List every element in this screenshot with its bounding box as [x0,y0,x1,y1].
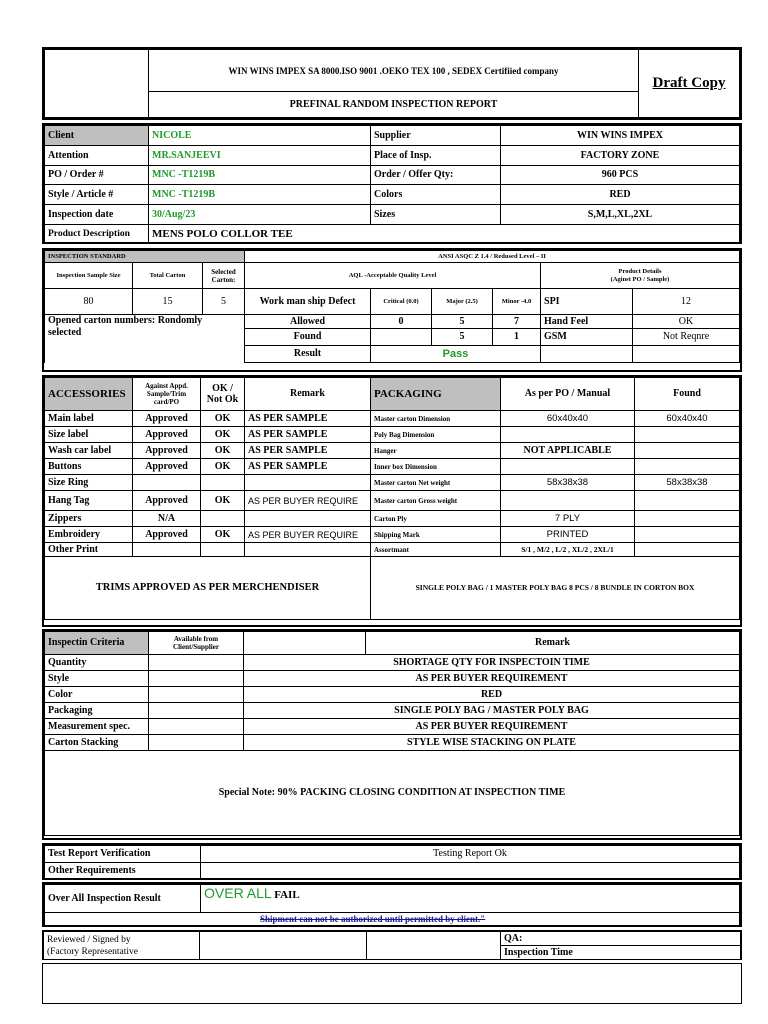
accessory-status: Approved [133,443,201,459]
po-label: PO / Order # [45,166,149,185]
packaging-item-found: 58x38x38 [635,475,740,491]
accessory-status: Approved [133,459,201,475]
packaging-item-po [501,459,635,475]
accessory-ok: OK [201,459,245,475]
criteria-available [149,655,244,671]
selected-carton-value: 5 [203,289,245,315]
packaging-item-po: PRINTED [501,527,635,543]
packaging-item-name: Inner box Dimension [371,459,501,475]
client-label: Client [45,126,149,146]
product-value: MENS POLO COLLOR TEE [149,225,740,243]
result-label: Result [245,346,371,363]
other-requirements-value [201,863,740,879]
criteria-row [45,655,740,671]
colors-label: Colors [371,185,501,205]
selected-carton-label: Selected Carton: [203,263,245,289]
report-header [42,47,742,120]
accessory-name: Size label [45,427,133,443]
accessory-row [45,459,740,475]
accessory-status: N/A [133,511,201,527]
handfeel-label: Hand Feel [541,315,633,329]
gsm-value: Not Reqnre [633,329,740,346]
allowed-minor: 7 [493,315,541,329]
accessory-ok [201,543,245,557]
qa-label: QA: [501,932,741,946]
accessory-row [45,543,740,557]
client-info-section [42,123,742,244]
packaging-item-po [501,427,635,443]
packaging-item-name: Poly Bag Dimension [371,427,501,443]
reviewed-signature [200,932,367,960]
packaging-item-po: S/1 , M/2 , L/2 , XL/2 , 2XL/1 [501,543,635,557]
packaging-found-label: Found [635,378,740,411]
client-value: NICOLE [149,126,371,146]
accessory-remark: AS PER SAMPLE [245,427,371,443]
accessory-status: Approved [133,491,201,511]
accessory-name: Hang Tag [45,491,133,511]
qty-label: Order / Offer Qty: [371,166,501,185]
accessories-remark-label: Remark [245,378,371,411]
company-name: WIN WINS IMPEX SA 8000.ISO 9001 .OEKO TEX 100 , SEDEX Certifiied company [149,50,639,92]
packaging-item-po [501,491,635,511]
accessory-status: Approved [133,411,201,427]
allowed-label: Allowed [245,315,371,329]
footer-box [42,963,742,1004]
accessory-ok: OK [201,443,245,459]
criteria-name: Measurement spec. [45,719,149,735]
style-value: MNC -T1219B [149,185,371,205]
criteria-remark: SHORTAGE QTY FOR INSPECTOIN TIME [244,655,740,671]
criteria-row [45,703,740,719]
criteria-remark: RED [244,687,740,703]
packaging-item-po: NOT APPLICABLE [501,443,635,459]
packaging-item-found [635,511,740,527]
supplier-value: WIN WINS IMPEX [501,126,740,146]
inspection-standard-title: INSPECTION STANDARD [45,251,245,263]
accessories-title: ACCESSORIES [45,378,133,411]
handfeel-value: OK [633,315,740,329]
place-value: FACTORY ZONE [501,146,740,166]
accessory-name: Size Ring [45,475,133,491]
packaging-item-found [635,543,740,557]
accessory-name: Wash car label [45,443,133,459]
accessory-status [133,475,201,491]
criteria-name: Quantity [45,655,149,671]
sample-size-value: 80 [45,289,133,315]
criteria-name: Color [45,687,149,703]
packaging-item-found [635,443,740,459]
po-value: MNC -T1219B [149,166,371,185]
critical-label: Critical (0.0) [371,289,432,315]
sizes-value: S,M,L,XL,2XL [501,205,740,225]
criteria-name: Style [45,671,149,687]
minor-label: Minor -4.0 [493,289,541,315]
criteria-available [149,687,244,703]
criteria-row [45,671,740,687]
test-report-section [42,843,742,880]
criteria-remark: AS PER BUYER REQUIREMENT [244,719,740,735]
shipment-note: Shipment can not be authorized until permitted by client." [45,913,740,926]
packaging-item-name: Assortmant [371,543,501,557]
packaging-item-name: Carton Ply [371,511,501,527]
criteria-row [45,719,740,735]
packaging-item-name: Master carton Gross weight [371,491,501,511]
packaging-po-label: As per PO / Manual [501,378,635,411]
empty-cell [541,346,633,363]
accessory-ok: OK [201,427,245,443]
criteria-remark-label: Remark [366,632,740,655]
test-verification-value: Testing Report Ok [201,846,740,863]
accessory-remark: AS PER SAMPLE [245,411,371,427]
accessory-row [45,511,740,527]
opened-carton-label: Opened carton numbers: Rondomly selected [45,315,245,363]
overall-result-section [42,882,742,927]
accessory-row [45,475,740,491]
criteria-available [149,735,244,751]
inspection-time-label: Inspection Time [501,946,741,960]
accessory-status: Approved [133,527,201,543]
accessory-ok: OK [201,527,245,543]
found-major: 5 [432,329,493,346]
accessory-name: Main label [45,411,133,427]
criteria-row [45,735,740,751]
accessory-remark: AS PER BUYER REQUIRE [245,491,371,511]
attention-label: Attention [45,146,149,166]
overall-result-label: Over All Inspection Result [45,885,201,913]
found-minor: 1 [493,329,541,346]
packaging-item-found: 60x40x40 [635,411,740,427]
accessory-ok [201,511,245,527]
found-critical [371,329,432,346]
criteria-available [149,703,244,719]
date-value: 30/Aug/23 [149,205,371,225]
qty-value: 960 PCS [501,166,740,185]
report-title: PREFINAL RANDOM INSPECTION REPORT [149,92,639,118]
accessory-ok [201,475,245,491]
allowed-critical: 0 [371,315,432,329]
attention-value: MR.SANJEEVI [149,146,371,166]
accessory-row [45,411,740,427]
accessory-remark [245,511,371,527]
trims-note: TRIMS APPROVED AS PER MERCHENDISER [45,557,371,620]
ok-label: OK / Not Ok [201,378,245,411]
accessory-name: Embroidery [45,527,133,543]
criteria-remark: AS PER BUYER REQUIREMENT [244,671,740,687]
packaging-item-name: Master carton Net weight [371,475,501,491]
workmanship-label: Work man ship Defect [245,289,371,315]
accessory-remark: AS PER SAMPLE [245,443,371,459]
accessory-row [45,491,740,511]
packaging-item-found [635,427,740,443]
found-label: Found [245,329,371,346]
packaging-item-found [635,459,740,475]
packaging-item-found [635,491,740,511]
accessories-packaging-section [42,375,742,627]
place-label: Place of Insp. [371,146,501,166]
accessory-name: Zippers [45,511,133,527]
total-carton-label: Total Carton [133,263,203,289]
major-label: Major (2.5) [432,289,493,315]
accessory-remark [245,475,371,491]
supplier-label: Supplier [371,126,501,146]
test-verification-label: Test Report Verification [45,846,201,863]
accessory-row [45,527,740,543]
other-requirements-label: Other Requirements [45,863,201,879]
empty-cell [633,346,740,363]
product-label: Product Description [45,225,149,243]
colors-value: RED [501,185,740,205]
packaging-item-po: 60x40x40 [501,411,635,427]
packaging-item-name: Hanger [371,443,501,459]
accessory-ok: OK [201,411,245,427]
empty-cell [367,932,501,960]
allowed-major: 5 [432,315,493,329]
aql-label: AQL -Acceptable Quality Level [245,263,541,289]
accessory-name: Other Print [45,543,133,557]
logo-area [45,50,149,118]
available-label: Available from Client/Supplier [149,632,244,655]
criteria-available [149,719,244,735]
spi-value: 12 [633,289,740,315]
accessory-row [45,427,740,443]
accessory-remark [245,543,371,557]
criteria-name: Carton Stacking [45,735,149,751]
inspection-standard-section [42,248,742,372]
packing-note: SINGLE POLY BAG / 1 MASTER POLY BAG 8 PCS / 8 BUNDLE IN CORTON BOX [371,557,740,620]
accessory-name: Buttons [45,459,133,475]
against-label: Against Appd. Sample/Trim card/PO [133,378,201,411]
packaging-item-found [635,527,740,543]
ansi-standard: ANSI ASQC Z 1.4 / Redused Level – II [245,251,740,263]
criteria-section [42,629,742,840]
sizes-label: Sizes [371,205,501,225]
draft-copy-label: Draft Copy [639,50,740,118]
criteria-name: Packaging [45,703,149,719]
sample-size-label: Inspection Sample Size [45,263,133,289]
empty-cell [244,632,366,655]
accessory-row [45,443,740,459]
spi-label: SPI [541,289,633,315]
signature-section [42,930,742,960]
special-note: Special Note: 90% PACKING CLOSING CONDITION AT INSPECTION TIME [45,751,740,836]
accessory-remark: AS PER SAMPLE [245,459,371,475]
criteria-title: Inspectin Criteria [45,632,149,655]
criteria-available [149,671,244,687]
total-carton-value: 15 [133,289,203,315]
accessory-status: Approved [133,427,201,443]
reviewed-label: Reviewed / Signed by (Factory Representative [44,932,200,960]
date-label: Inspection date [45,205,149,225]
result-value: Pass [371,346,541,363]
style-label: Style / Article # [45,185,149,205]
packaging-title: PACKAGING [371,378,501,411]
criteria-row [45,687,740,703]
gsm-label: GSM [541,329,633,346]
overall-result-value: OVER ALL FAIL [201,885,740,913]
product-details-label: Product Details (Aginst PO / Sample) [541,263,740,289]
packaging-item-name: Shipping Mark [371,527,501,543]
accessory-ok: OK [201,491,245,511]
accessory-remark: AS PER BUYER REQUIRE [245,527,371,543]
packaging-item-name: Master carton Dimension [371,411,501,427]
criteria-remark: SINGLE POLY BAG / MASTER POLY BAG [244,703,740,719]
criteria-remark: STYLE WISE STACKING ON PLATE [244,735,740,751]
accessory-status [133,543,201,557]
packaging-item-po: 58x38x38 [501,475,635,491]
packaging-item-po: 7 PLY [501,511,635,527]
